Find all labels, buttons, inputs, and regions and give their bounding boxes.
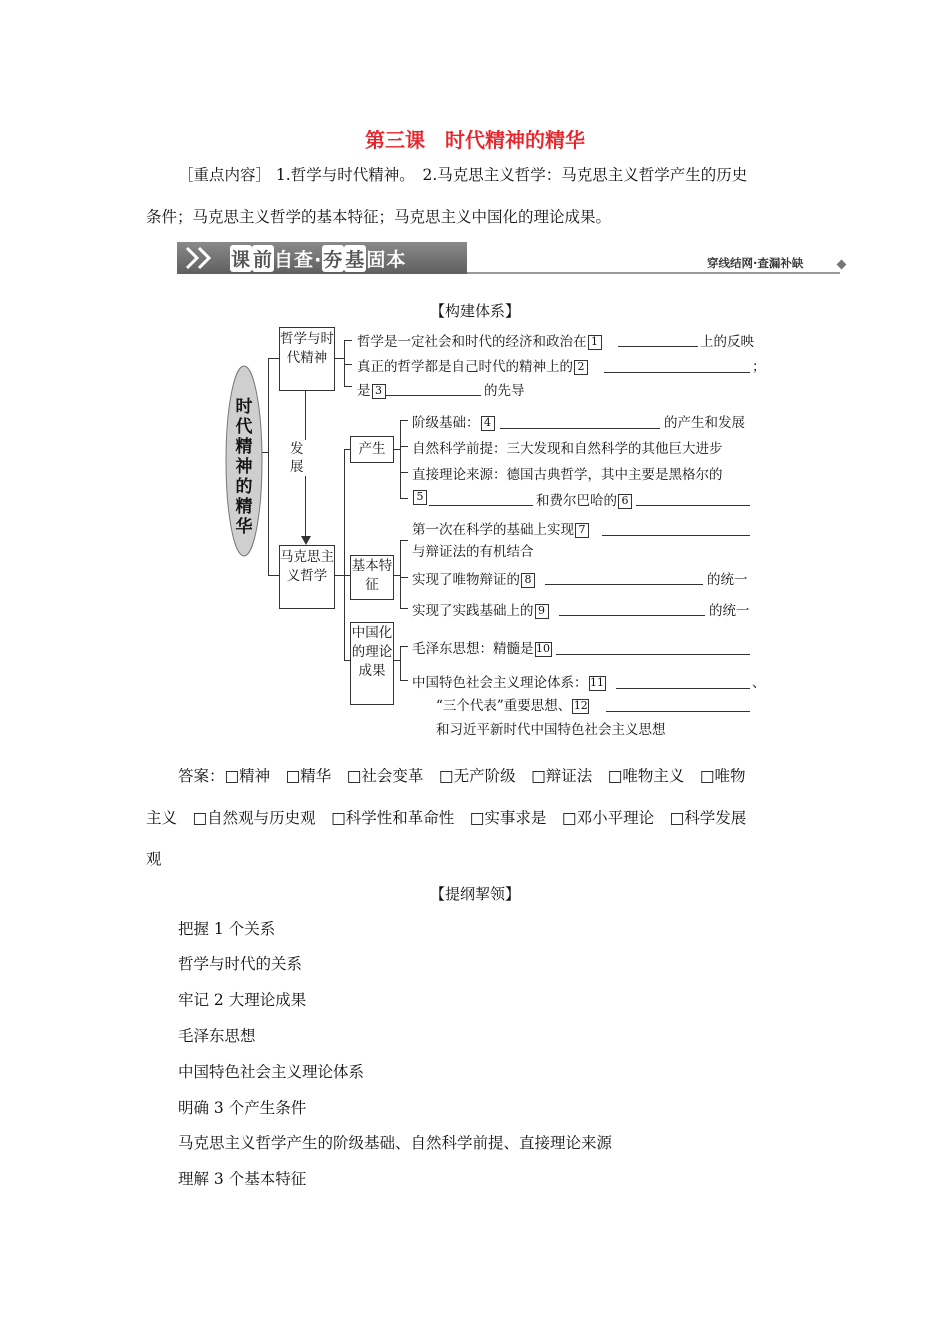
philosophy-line-1: 哲学是一定社会和时代的经济和政治在 1 — [357, 330, 603, 350]
outline-item: 中国特色社会主义理论体系 — [178, 1063, 365, 1081]
philosophy-line-3: 是 3 — [357, 379, 387, 399]
feature-line-3: 实现了实践基础上的 9 — [412, 599, 550, 619]
outline-item: 把握 1 个关系 — [178, 920, 276, 938]
box-features: 基本特征 — [350, 555, 394, 600]
answers-line-2: 主义 □自然观与历史观 □科学性和革命性 □实事求是 □邓小平理论 □科学发展 — [146, 809, 747, 827]
box-philosophy-era: 哲学与时代精神 — [279, 327, 335, 391]
section-heading-structure: 【构建体系】 — [429, 302, 520, 320]
feature-line-2: 实现了唯物辩证的 8 — [412, 568, 536, 588]
double-chevron-icon — [183, 246, 217, 270]
sinicization-line-2: 中国特色社会主义理论体系： 11 — [412, 675, 604, 691]
box-origin: 产生 — [350, 436, 394, 463]
outline-item: 明确 3 个产生条件 — [178, 1099, 307, 1117]
arrow-down-icon — [301, 536, 311, 545]
intro-line-1: ［重点内容］ 1.哲学与时代精神。 2.马克思主义哲学：马克思主义哲学产生的历史 — [178, 166, 748, 184]
banner-underline — [467, 272, 840, 274]
develop-label: 发展 — [290, 440, 306, 476]
box-marxist-philosophy: 马克思主义哲学 — [279, 545, 335, 609]
diamond-icon — [837, 260, 847, 270]
center-label: 时代精神的精华 — [235, 397, 253, 537]
origin-line-3: 直接理论来源：德国古典哲学，其中主要是黑格尔的 — [412, 467, 723, 483]
sinicization-line-3: “三个代表”重要思想、 12 — [436, 698, 588, 714]
answers-line-1: 答案：□精神 □精华 □社会变革 □无产阶级 □辩证法 □唯物主义 □唯物 — [178, 767, 746, 785]
origin-line-1: 阶级基础： 4 — [412, 411, 496, 431]
outline-item: 牢记 2 大理论成果 — [178, 991, 307, 1009]
origin-line-4: 5 — [412, 489, 428, 505]
outline-item: 理解 3 个基本特征 — [178, 1170, 307, 1188]
banner-title: 课 前自查·夯 基固本 — [230, 245, 406, 272]
outline-item: 哲学与时代的关系 — [178, 955, 303, 973]
section-heading-outline: 【提纲挈领】 — [429, 885, 520, 903]
feature-line-1b: 与辩证法的有机结合 — [412, 544, 534, 560]
answers-line-3: 观 — [146, 850, 162, 868]
page-title: 第三课 时代精神的精华 — [365, 128, 585, 152]
feature-line-1: 第一次在科学的基础上实现 7 — [412, 518, 590, 538]
banner-subtitle: 穿线结网·查漏补缺 — [707, 256, 804, 270]
sinicization-line-1: 毛泽东思想：精髓是 10 — [412, 641, 550, 657]
outline-item: 马克思主义哲学产生的阶级基础、自然科学前提、直接理论来源 — [178, 1134, 613, 1152]
origin-line-2: 自然科学前提：三大发现和自然科学的其他巨大进步 — [412, 441, 723, 457]
outline-item: 毛泽东思想 — [178, 1027, 256, 1045]
box-sinicization: 中国化的理论成果 — [350, 622, 394, 705]
philosophy-line-2: 真正的哲学都是自己时代的精神上的 2 — [357, 355, 589, 375]
intro-line-2: 条件；马克思主义哲学的基本特征；马克思主义中国化的理论成果。 — [146, 208, 612, 226]
sinicization-line-4: 和习近平新时代中国特色社会主义思想 — [436, 722, 666, 738]
